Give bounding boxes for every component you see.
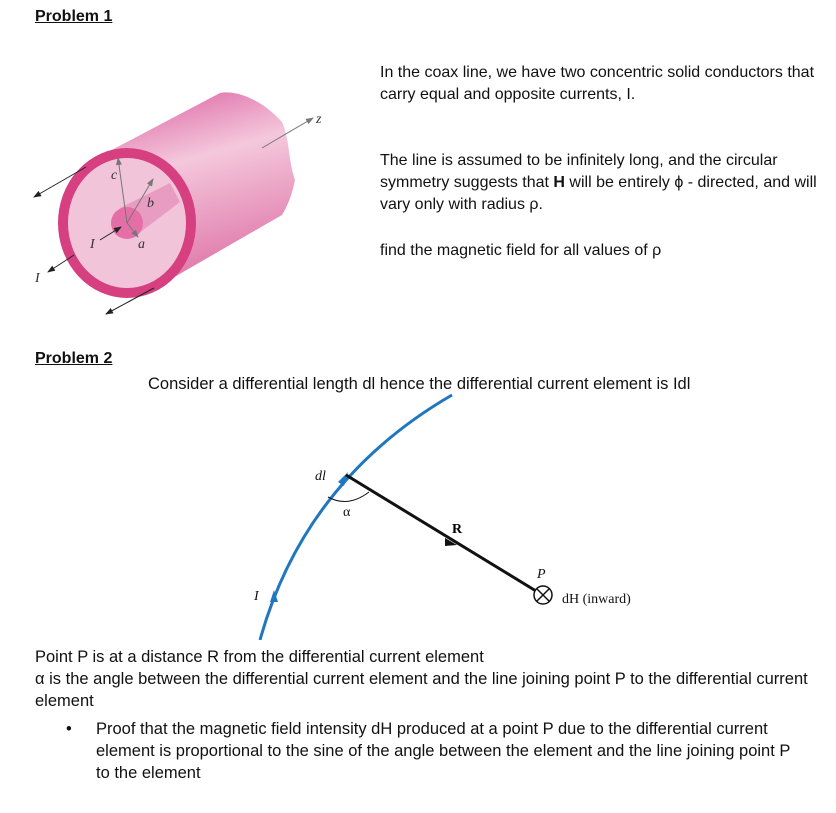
- label-alpha: α: [343, 505, 351, 520]
- label-a: a: [138, 237, 145, 252]
- problem2-heading: Problem 2: [35, 350, 113, 367]
- label-dl: dl: [315, 469, 326, 484]
- label-r: R: [452, 522, 463, 537]
- biot-savart-figure: [240, 390, 680, 640]
- bullet-icon: •: [66, 720, 72, 738]
- label-i: I: [254, 589, 259, 604]
- line-alpha: α is the angle between the differential current element and the line joining point P to the differential current element: [35, 670, 808, 710]
- problem1-heading: Problem 1: [35, 8, 113, 25]
- label-i-out: I: [35, 271, 40, 286]
- label-c: c: [111, 168, 118, 183]
- problem1-para2: The line is assumed to be infinitely long, and the circular symmetry suggests that H will be entirely ϕ - directed, and will vary only with radius ρ.: [380, 152, 817, 213]
- problem2-text: [35, 646, 815, 712]
- label-z: z: [316, 112, 322, 127]
- r-vector: [346, 475, 536, 591]
- problem2-intro: Consider a differential length dl hence the differential current element is Idl: [148, 375, 691, 393]
- current-wire: [260, 395, 452, 640]
- label-b: b: [147, 196, 154, 211]
- label-p: P: [537, 567, 546, 582]
- label-dh: dH (inward): [562, 592, 631, 607]
- proof-bullet: Proof that the magnetic field intensity dH produced at a point P due to the differential current element is proportional to the sine of the angle between the element and the line joining point P to the element: [96, 720, 791, 782]
- problem1-para3: find the magnetic field for all values of ρ: [380, 242, 662, 259]
- line-point-p: Point P is at a distance R from the differential current element: [35, 648, 484, 666]
- coax-figure: [20, 80, 340, 330]
- problem1-para1: In the coax line, we have two concentric solid conductors that carry equal and opposite currents, I.: [380, 64, 815, 103]
- label-i-in: I: [90, 237, 95, 252]
